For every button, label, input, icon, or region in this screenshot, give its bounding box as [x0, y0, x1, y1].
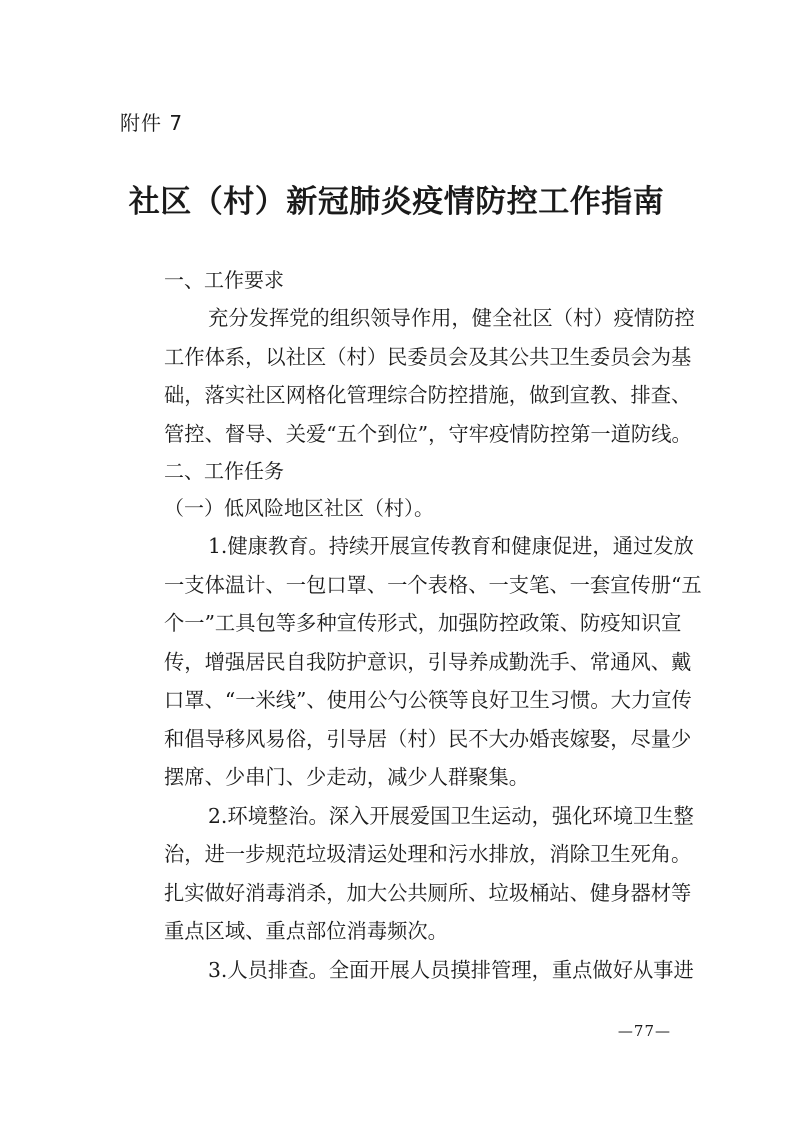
attachment-label: 附件 7: [120, 111, 184, 135]
text-line: 3.人员排查。全面开展人员摸排管理，重点做好从事进: [208, 957, 694, 982]
text-line: 和倡导移风易俗，引导居（村）民不大办婚丧嫁娶，尽量少: [164, 726, 692, 751]
paragraph-health-education: [120, 527, 702, 797]
page-number: —77—: [617, 1022, 671, 1040]
paragraph-personnel-screening: [120, 951, 694, 990]
paragraph-environment: [120, 797, 694, 951]
text-line: 治，进一步规范垃圾清运处理和污水排放，消除卫生死角。: [164, 842, 692, 866]
document-title: 社区（村）新冠肺炎疫情防控工作指南: [128, 184, 665, 220]
text-line: 摆席、少串门、少走动，减少人群聚集。: [164, 765, 530, 789]
paragraph-requirements: [120, 299, 695, 453]
text-line: 础，落实社区网格化管理综合防控措施，做到宣教、排查、: [164, 383, 692, 407]
text-line: 2.环境整治。深入开展爱国卫生运动，强化环境卫生整: [208, 803, 694, 828]
section-heading-requirements: 一、工作要求: [164, 268, 284, 292]
subsection-heading-low-risk: （一）低风险地区社区（村）。: [164, 496, 434, 520]
text-line: 重点区域、重点部位消毒频次。: [164, 919, 448, 943]
text-line: 口罩、“一米线”、使用公勺公筷等良好卫生习惯。大力宣传: [164, 688, 692, 712]
text-line: 个一”工具包等多种宣传形式，加强防控政策、防疫知识宣: [164, 611, 682, 635]
text-line: 1.健康教育。持续开展宣传教育和健康促进，通过发放: [208, 534, 694, 558]
text-line: 工作体系，以社区（村）民委员会及其公共卫生委员会为基: [164, 344, 692, 369]
text-line: 传，增强居民自我防护意识，引导养成勤洗手、常通风、戴: [164, 649, 692, 674]
document-body: [120, 262, 702, 989]
section-heading-tasks: 二、工作任务: [164, 459, 284, 483]
text-line: 管控、督导、关爱“五个到位”，守牢疫情防控第一道防线。: [164, 421, 692, 446]
text-line: 一支体温计、一包口罩、一个表格、一支笔、一套宣传册“五: [164, 572, 702, 597]
text-line: 充分发挥党的组织领导作用，健全社区（村）疫情防控: [208, 306, 695, 330]
text-line: 扎实做好消毒消杀，加大公共厕所、垃圾桶站、健身器材等: [164, 880, 692, 905]
